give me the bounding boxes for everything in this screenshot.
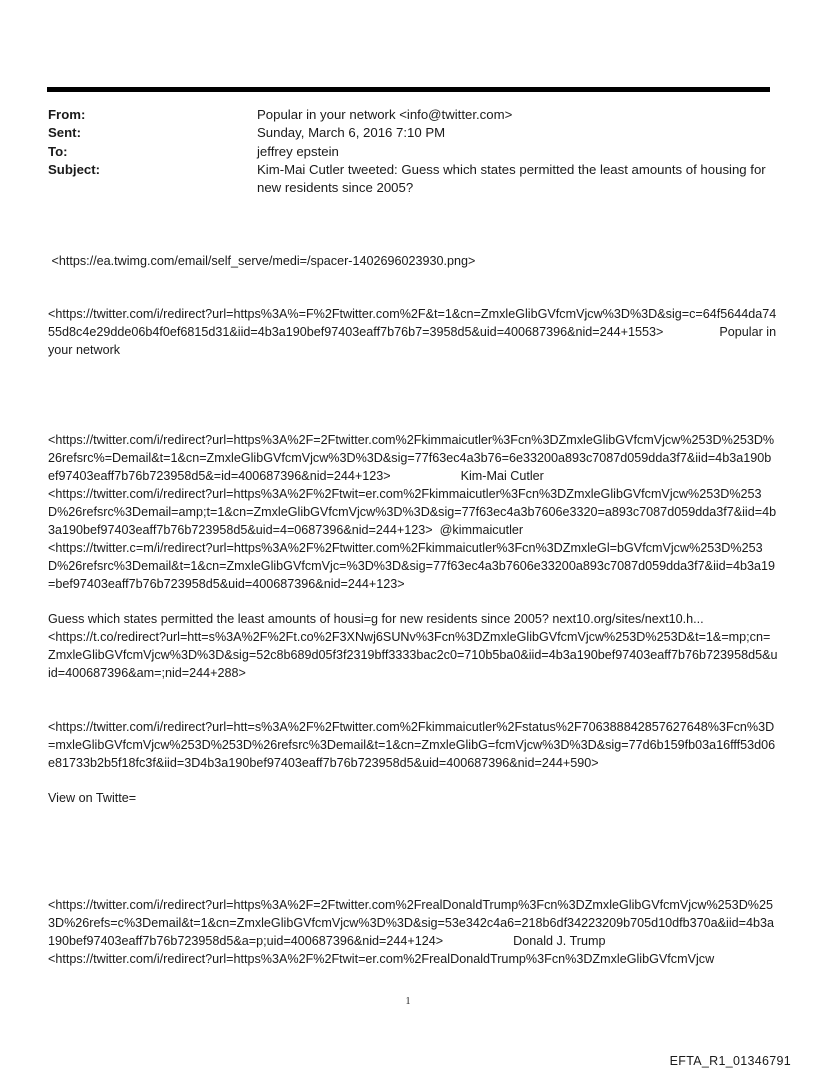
subject-label: Subject: [48, 162, 101, 177]
tweet-text[interactable]: Guess which states permitted the least amounts of housi=g for new residents since 2005? next10.org/sites/next10.h... <https://t.co/redirect?url=htt=s%3A%2F%2Ft.co%2F3XNwj6SUNv%3Fcn%3DZmxleGlibGVfcmVjcw%253D%253D&t=1&=mp;cn=ZmxleGlibGVfcmVjcw%3D%3D&sig=52c8b689d05f3f2319bff3333bac2c0=710b5ba0&iid=4b3a190bef97403eaff7b76b723958d5&uid=400687396&am=;nid=244+288> [48, 612, 778, 680]
from-label: From: [48, 107, 86, 122]
popular-in-network-link[interactable]: <https://twitter.com/i/redirect?url=https%3A%=F%2Ftwitter.com%2F&t=1&cn=ZmxleGlibGVfcmVjcw%3D%3D&sig=c=64f5644da7455d8c4e29dde06b4f0ef6815d31&iid=4b3a190bef97403eaff7b76b7=3958d5&uid=400687396&nid=244+1553> Popular in your network [48, 307, 780, 357]
view-on-twitter-link[interactable]: View on Twitte= [48, 791, 137, 805]
sent-value: Sunday, March 6, 2016 7:10 PM [257, 125, 446, 140]
to-value: jeffrey epstein [257, 144, 339, 159]
header-sent [48, 124, 760, 142]
sent-label: Sent: [48, 125, 81, 140]
header-rule [47, 87, 770, 92]
tweet-status-link[interactable]: <https://twitter.com/i/redirect?url=htt=s%3A%2F%2Ftwitter.com%2Fkimmaicutler%2Fstatus%2F706388842857627648%3Fcn%3D=mxleGlibGVfcmVjcw%253D%253D%26refsrc%3Demail&t=1&cn=ZmxleGlibG=fcmVjcw%3D%3D&sig=77d6b159fb03a16fff53d06e81733b2b5f18fc3f&iid=3D4b3a190bef97403eaff7b76b723958d5&uid=400687396&nid=244+590> [48, 720, 776, 770]
subject-value: Kim-Mai Cutler tweeted: Guess which states permitted the least amounts of housing for new residents since 2005? [257, 162, 766, 195]
from-value: Popular in your network <info@twitter.com> [257, 107, 513, 122]
header-subject [48, 161, 766, 197]
spacer-image-link[interactable]: <https://ea.twimg.com/email/self_serve/medi=/spacer-1402696023930.png> [48, 254, 476, 268]
page-number: 1 [405, 996, 411, 1007]
header-to [48, 143, 760, 161]
header-from [48, 106, 760, 124]
bates-number: EFTA_R1_01346791 [669, 1054, 791, 1068]
kim-mai-cutler-profile-links[interactable]: <https://twitter.com/i/redirect?url=https%3A%2F=2Ftwitter.com%2Fkimmaicutler%3Fcn%3DZmxleGlibGVfcmVjcw%253D%253D%26refsrc%=Demail&t=1&cn=ZmxleGlibGVfcmVjcw%3D%3D&sig=77f63ec4a3b76=6e33200a893c7087d059dda3f7&iid=4b3a190bef97403eaff7b76b723958d5&=id=400687396&nid=244+123> Kim-Mai Cutler <https://twitter.com/i/redirect?url=https%3A%2F%2Ftwit=er.com%2Fkimmaicutler%3Fcn%3DZmxleGlibGVfcmVjcw%253D%253D%26refsrc%3Demail=amp;t=1&cn=ZmxleGlibGVfcmVjcw%3D%3D&sig=77f63ec4a3b7606e3320=a893c7087d059dda3f7&iid=4b3a190bef97403eaff7b76b723958d5&uid=4=0687396&nid=244+123> @kimmaicutler <https://twitter.c=m/i/redirect?url=https%3A%2F%2Ftwitter.com%2Fkimmaicutler%3Fcn%3DZmxleGl=bGVfcmVjcw%253D%253D%26refsrc%3Demail&t=1&cn=ZmxleGlibGVfcmVjc=%3D%3D&sig=77f63ec4a3b7606e33200a893c7087d059dda3f7&iid=4b3a19=bef97403eaff7b76b723958d5&uid=400687396&nid=244+123> [48, 433, 777, 591]
to-label: To: [48, 144, 68, 159]
donald-trump-profile-links[interactable]: <https://twitter.com/i/redirect?url=https%3A%2F=2Ftwitter.com%2FrealDonaldTrump%3Fcn%3DZmxleGlibGVfcmVjcw%253D%253D%26refs=c%3Demail&t=1&cn=ZmxleGlibGVfcmVjcw%3D%3D&sig=53e342c4a6=218b6df34223209b705d10dfb370a&iid=4b3a190bef97403eaff7b76b723958d5&a=p;uid=400687396&nid=244+124> Donald J. Trump <https://twitter.com/i/redirect?url=https%3A%2F%2Ftwit=er.com%2FrealDonaldTrump%3Fcn%3DZmxleGlibGVfcmVjcw [48, 898, 775, 966]
